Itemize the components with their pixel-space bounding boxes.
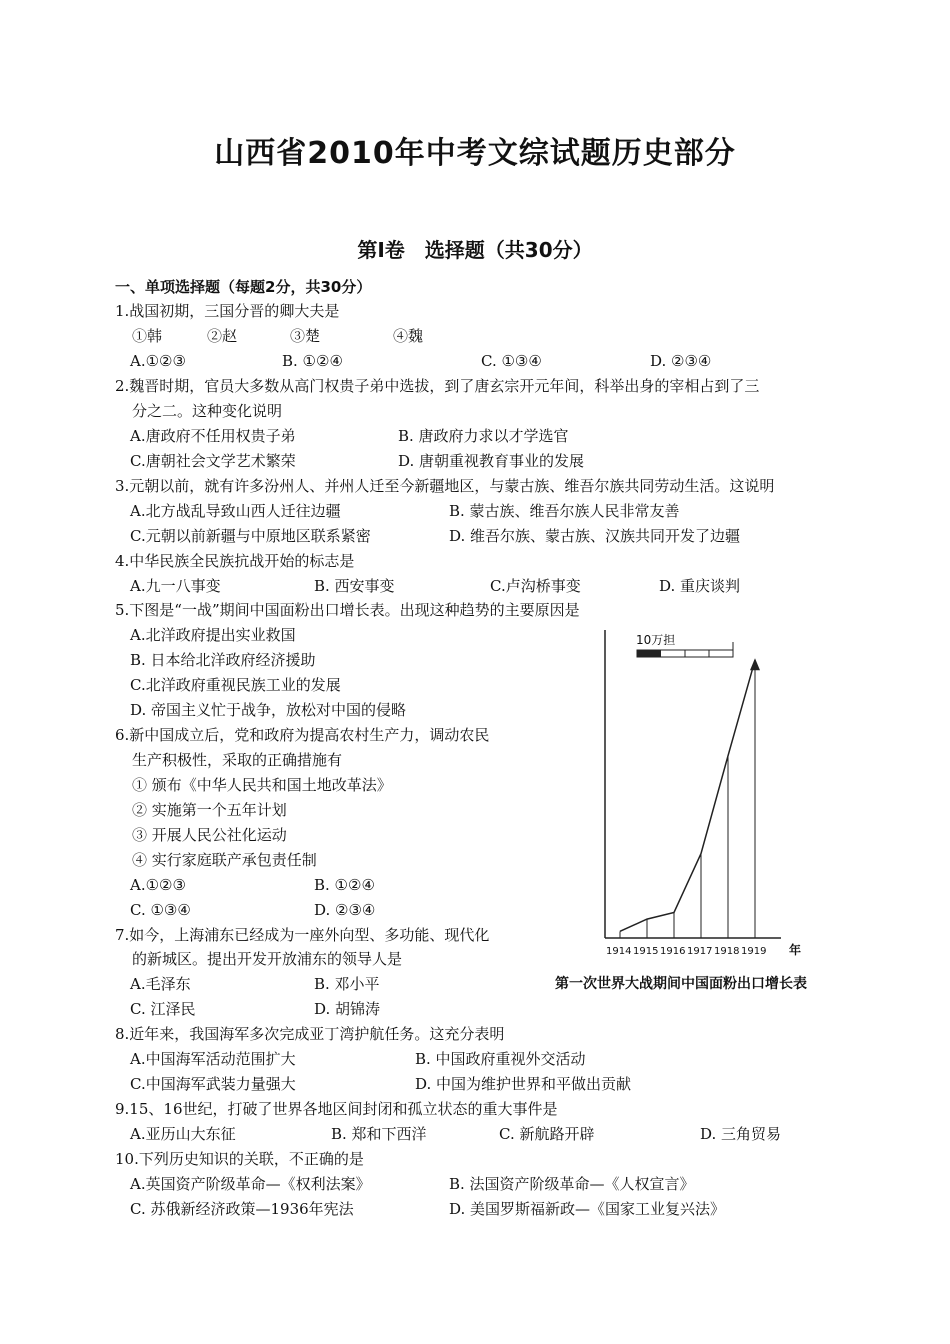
chart-x-tick-1919: 1919 — [741, 946, 767, 957]
q2-option-a: A.唐政府不任用权贵子弟 — [130, 427, 296, 445]
q1-item-4: ④魏 — [393, 327, 424, 345]
q7-stem-line2: 的新城区。提出开发开放浦东的领导人是 — [132, 950, 403, 968]
q1-option-a: A.①②③ — [130, 352, 186, 370]
q4-option-d: D. 重庆谈判 — [659, 577, 741, 595]
q7-option-a: A.毛泽东 — [130, 975, 191, 993]
chart-arrow-head — [750, 658, 760, 670]
chart-svg — [545, 618, 875, 998]
q5-option-b: B. 日本给北洋政府经济援助 — [130, 651, 316, 669]
chart-marks — [620, 658, 760, 938]
q1-option-c: C. ①③④ — [481, 352, 542, 370]
q7-option-c: C. 江泽民 — [130, 1000, 196, 1018]
chart-x-tick-1914: 1914 — [606, 946, 632, 957]
chart-x-tick-1916: 1916 — [660, 946, 686, 957]
q10-option-c: C. 苏俄新经济政策—1936年宪法 — [130, 1200, 354, 1218]
chart-scale-label: 10万担 — [636, 633, 676, 647]
q10-option-a: A.英国资产阶级革命—《权利法案》 — [130, 1175, 371, 1193]
q1-option-d: D. ②③④ — [650, 352, 712, 370]
chart-x-tick-1917: 1917 — [687, 946, 713, 957]
q2-stem-line2: 分之二。这种变化说明 — [132, 402, 283, 420]
q1-item-2: ②赵 — [207, 327, 238, 345]
q6-option-a: A.①②③ — [130, 876, 186, 894]
q1-stem: 1.战国初期，三国分晋的卿大夫是 — [115, 302, 340, 320]
q3-option-b: B. 蒙古族、维吾尔族人民非常友善 — [449, 502, 680, 520]
q6-option-c: C. ①③④ — [130, 901, 191, 919]
q7-stem-line1: 7.如今，上海浦东已经成为一座外向型、多功能、现代化 — [115, 926, 490, 944]
q5-option-c: C.北洋政府重视民族工业的发展 — [130, 676, 341, 694]
section-subtitle: 第Ⅰ卷 选择题（共30分） — [357, 238, 593, 262]
q6-stem-line2: 生产积极性，采取的正确措施有 — [132, 751, 343, 769]
q9-option-b: B. 郑和下西洋 — [331, 1125, 427, 1143]
q8-stem: 8.近年来，我国海军多次完成亚丁湾护航任务。这充分表明 — [115, 1025, 505, 1043]
q4-stem: 4.中华民族全民族抗战开始的标志是 — [115, 552, 355, 570]
q8-option-d: D. 中国为维护世界和平做出贡献 — [415, 1075, 632, 1093]
q4-option-b: B. 西安事变 — [314, 577, 395, 595]
q9-stem: 9.15、16世纪，打破了世界各地区间封闭和孤立状态的重大事件是 — [115, 1100, 558, 1118]
q8-option-c: C.中国海军武装力量强大 — [130, 1075, 296, 1093]
q7-option-b: B. 邓小平 — [314, 975, 380, 993]
q8-option-b: B. 中国政府重视外交活动 — [415, 1050, 586, 1068]
chart-x-tick-1915: 1915 — [633, 946, 659, 957]
q10-option-b: B. 法国资产阶级革命—《人权宣言》 — [449, 1175, 695, 1193]
q3-option-d: D. 维吾尔族、蒙古族、汉族共同开发了边疆 — [449, 527, 741, 545]
chart-series-line — [620, 660, 755, 931]
q9-option-a: A.亚历山大东征 — [130, 1125, 236, 1143]
chart-x-tick-1918: 1918 — [714, 946, 740, 957]
q9-option-d: D. 三角贸易 — [700, 1125, 782, 1143]
q2-stem-line1: 2.魏晋时期，官员大多数从高门权贵子弟中选拔，到了唐玄宗开元年间，科举出身的宰相占到了三 — [115, 377, 760, 395]
q6-stem-line1: 6.新中国成立后，党和政府为提高农村生产力，调动农民 — [115, 726, 490, 744]
q1-item-3: ③楚 — [290, 327, 321, 345]
q4-option-c: C.卢沟桥事变 — [490, 577, 581, 595]
q2-option-b: B. 唐政府力求以才学选官 — [398, 427, 569, 445]
q6-option-d: D. ②③④ — [314, 901, 376, 919]
chart-tick-labels — [606, 946, 766, 957]
q1-item-1: ①韩 — [132, 327, 163, 345]
q6-item-2: ② 实施第一个五年计划 — [132, 801, 287, 819]
q5-stem: 5.下图是“一战”期间中国面粉出口增长表。出现这种趋势的主要原因是 — [115, 601, 580, 619]
q2-option-c: C.唐朝社会文学艺术繁荣 — [130, 452, 296, 470]
chart-x-label: 年 — [789, 943, 802, 957]
q6-item-4: ④ 实行家庭联产承包责任制 — [132, 851, 317, 869]
chart-scale-bar-fill — [637, 650, 661, 657]
q7-option-d: D. 胡锦涛 — [314, 1000, 381, 1018]
q8-option-a: A.中国海军活动范围扩大 — [130, 1050, 296, 1068]
q6-item-1: ① 颁布《中华人民共和国土地改革法》 — [132, 776, 392, 794]
q3-stem: 3.元朝以前，就有许多汾州人、并州人迁至今新疆地区，与蒙古族、维吾尔族共同劳动生活。这说明 — [115, 477, 775, 495]
q6-option-b: B. ①②④ — [314, 876, 375, 894]
question-type-heading: 一、单项选择题（每题2分，共30分） — [115, 278, 372, 296]
page-title: 山西省2010年中考文综试题历史部分 — [214, 136, 736, 171]
q3-option-c: C.元朝以前新疆与中原地区联系紧密 — [130, 527, 371, 545]
q9-option-c: C. 新航路开辟 — [499, 1125, 595, 1143]
q10-option-d: D. 美国罗斯福新政—《国家工业复兴法》 — [449, 1200, 726, 1218]
q2-option-d: D. 唐朝重视教育事业的发展 — [398, 452, 585, 470]
q10-stem: 10.下列历史知识的关联，不正确的是 — [115, 1150, 364, 1168]
q5-option-d: D. 帝国主义忙于战争，放松对中国的侵略 — [130, 701, 407, 719]
q6-item-3: ③ 开展人民公社化运动 — [132, 826, 287, 844]
chart-title: 第一次世界大战期间中国面粉出口增长表 — [555, 976, 807, 992]
q3-option-a: A.北方战乱导致山西人迁往边疆 — [130, 502, 341, 520]
q5-option-a: A.北洋政府提出实业救国 — [130, 626, 296, 644]
q4-option-a: A.九一八事变 — [130, 577, 221, 595]
q1-option-b: B. ①②④ — [282, 352, 343, 370]
flour-export-chart — [545, 618, 875, 998]
